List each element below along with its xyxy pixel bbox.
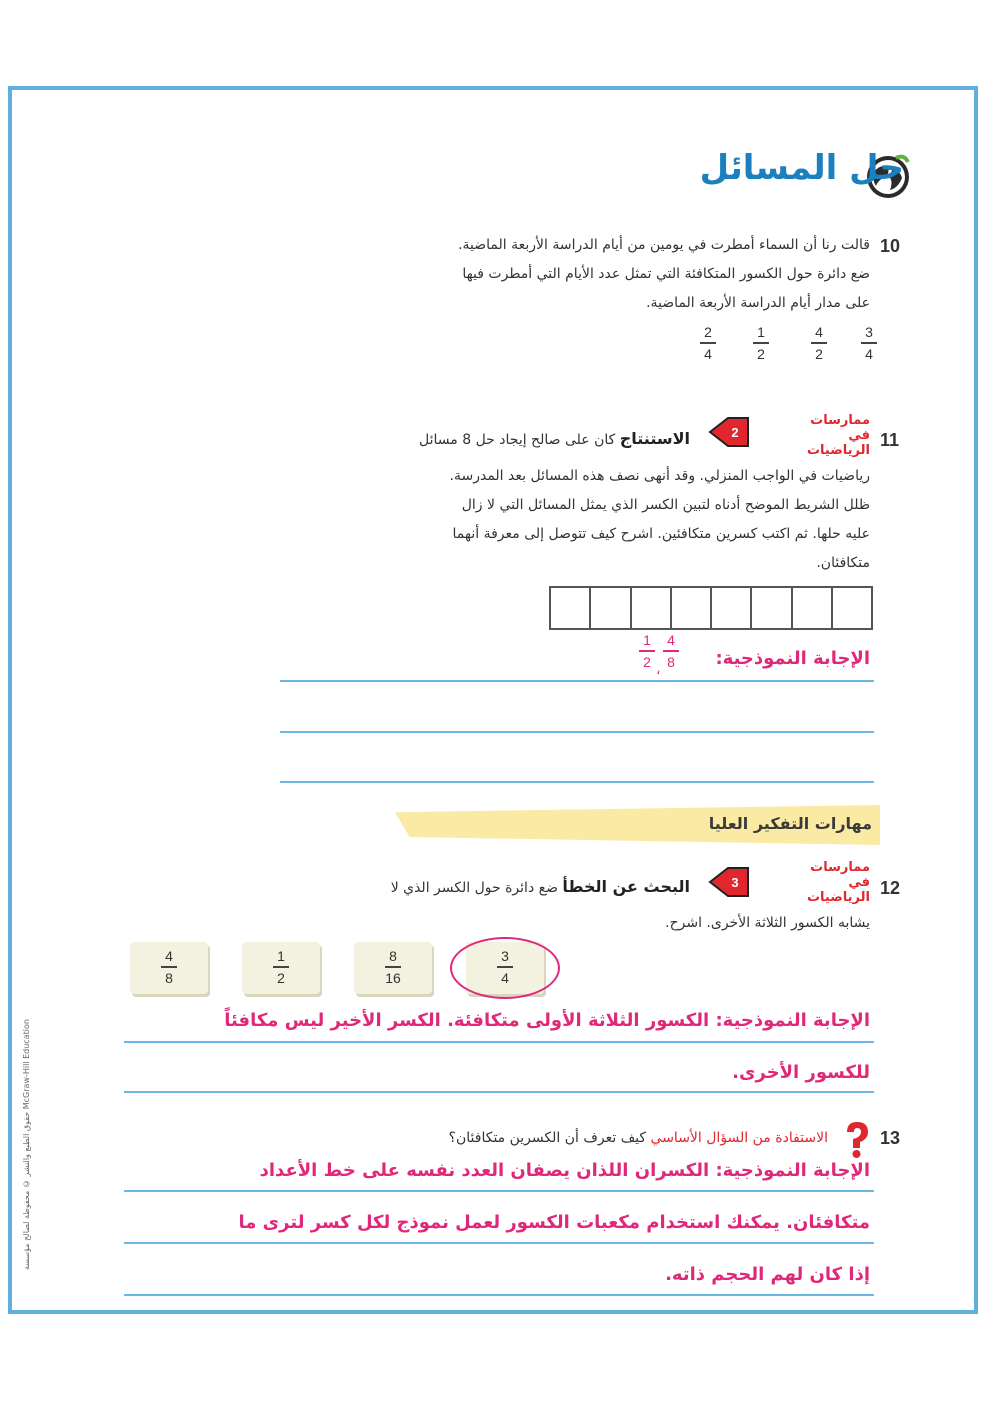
q13-answer-line-1: الإجابة النموذجية: الكسران اللذان يصفان العدد نفسه على خط الأعداد [259,1160,870,1181]
answer-line[interactable] [280,731,874,733]
q11-line-1: كان على صالح إيجاد حل 8 مسائل [419,432,616,448]
q12-line-2: يشابه الكسور الثلاثة الأخرى. اشرح. [665,915,870,931]
q11-answer-label: الإجابة النموذجية: [715,648,870,669]
q13-answer-line-2: متكافئان. يمكنك استخدام مكعبات الكسور لعمل نموذج لكل كسر لترى ما [238,1212,870,1233]
q12-answer-line-1: الإجابة النموذجية: الكسور الثلاثة الأولى متكافئة. الكسر الأخير ليس مكافئاً [224,1010,870,1031]
q10-line-3: على مدار أيام الدراسة الأربعة الماضية. [646,295,870,311]
practice-badge-icon [708,416,750,448]
math-practice-label: ممارسات في الرياضيات [806,860,870,905]
page-title: حل المسائل [699,148,904,188]
strip-cell[interactable] [831,588,871,628]
q10-line-2: ضع دائرة حول الكسور المتكافئة التي تمثل عدد الأيام التي أمطرت فيها [462,266,870,282]
answer-line[interactable] [124,1091,874,1093]
svg-text:3: 3 [731,875,739,890]
fraction-card[interactable]: 4 8 [130,942,208,994]
question-number: 10 [880,236,901,256]
answer-line[interactable] [280,781,874,783]
q12-intro [391,872,690,903]
q10-fraction[interactable]: 2 4 [697,324,719,362]
question-number: 11 [880,430,900,450]
q10-fraction[interactable]: 1 2 [750,324,772,362]
q11-line-4: عليه حلها. ثم اكتب كسرين متكافئين. اشرح كيف تتوصل إلى معرفة أنهما [452,526,870,542]
q12-keyword: البحث عن الخطأ [562,877,690,896]
q11-intro [419,424,690,455]
question-mark-icon [843,1120,871,1160]
q10-line-1: قالت رنا أن السماء أمطرت في يومين من أيام الدراسة الأربعة الماضية. [458,237,870,253]
essential-question-label: الاستفادة من السؤال الأساسي [650,1130,828,1146]
answer-line[interactable] [124,1242,874,1244]
practice-badge-icon [708,866,750,898]
answer-line[interactable] [124,1294,874,1296]
strip-cell[interactable] [589,588,629,628]
answer-line[interactable] [124,1190,874,1192]
q11-line-5: متكافئان. [816,555,870,571]
fraction-strip[interactable] [549,586,873,630]
strip-cell[interactable] [750,588,790,628]
fraction-card[interactable]: 1 2 [242,942,320,994]
q10-fraction[interactable]: 3 4 [858,324,880,362]
strip-cell[interactable] [791,588,831,628]
answer-separator: ، [656,662,661,678]
strip-cell[interactable] [551,588,589,628]
q11-text [290,462,870,578]
math-practice-label: ممارسات في الرياضيات [806,413,870,458]
q13-intro [449,1124,828,1153]
copyright-sidebar: حقوق الطبع والنشر © محفوظة لصالح مؤسسة McGraw-Hill Education [22,1019,31,1270]
q12-answer-line-2: للكسور الأخرى. [732,1062,870,1083]
q13-prompt: كيف تعرف أن الكسرين متكافئان؟ [448,1130,647,1146]
question-number: 12 [880,878,901,898]
q12-line-1: ضع دائرة حول الكسر الذي لا [390,880,558,896]
question-number: 13 [880,1128,901,1148]
strip-cell[interactable] [710,588,750,628]
hots-banner-title: مهارات التفكير العليا [708,814,872,833]
svg-text:2: 2 [731,425,739,440]
strip-cell[interactable] [630,588,670,628]
answer-fraction: 1 2 [636,632,658,670]
q11-line-2: رياضيات في الواجب المنزلي. وقد أنهى نصف هذه المسائل بعد المدرسة. [449,468,870,484]
fraction-card[interactable]: 3 4 [466,942,544,994]
strip-cell[interactable] [670,588,710,628]
q13-answer-line-3: إذا كان لهم الحجم ذاته. [665,1264,870,1285]
fraction-card[interactable]: 8 16 [354,942,432,994]
q11-keyword: الاستنتاج [619,429,690,448]
answer-line[interactable] [124,1041,874,1043]
q10-text [310,231,870,318]
answer-circle [450,937,560,999]
answer-line[interactable] [280,680,874,682]
q11-line-3: ظلل الشريط الموضح أدناه لتبين الكسر الذي يمثل المسائل التي لا زال [461,497,870,513]
q10-fraction[interactable]: 4 2 [808,324,830,362]
answer-fraction: 4 8 [660,632,682,670]
